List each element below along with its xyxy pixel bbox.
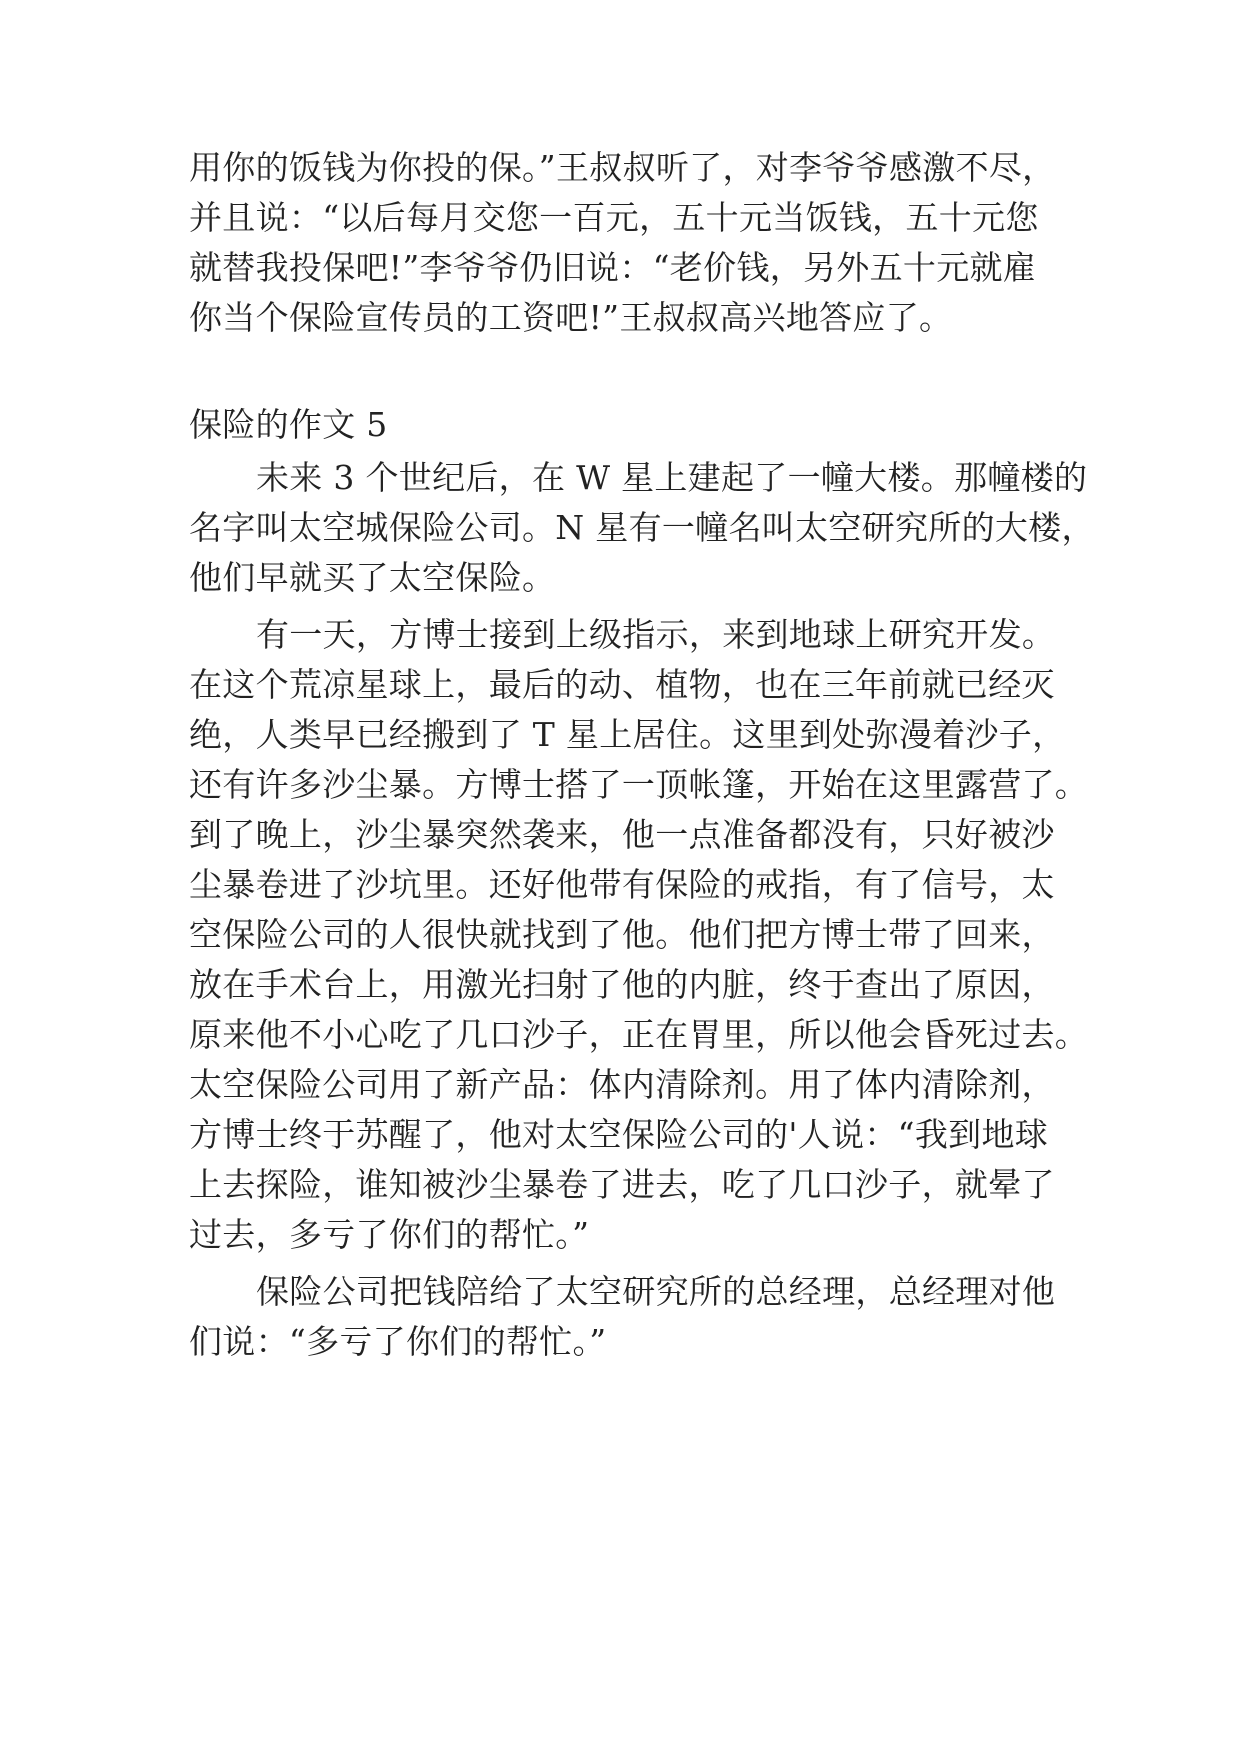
- section-heading: 保险的作文 5: [189, 405, 388, 444]
- text-line: 过去，多亏了你们的帮忙。”: [189, 1215, 590, 1254]
- text-line: 放在手术台上，用激光扫射了他的内脏，终于查出了原因，: [189, 965, 1055, 1004]
- text-line: 在这个荒凉星球上，最后的动、植物，也在三年前就已经灭: [189, 665, 1055, 704]
- text-line: 保险公司把钱陪给了太空研究所的总经理，总经理对他: [256, 1272, 1056, 1311]
- text-line: 原来他不小心吃了几口沙子，正在胃里，所以他会昏死过去。: [189, 1015, 1089, 1054]
- text-line: 并且说：“以后每月交您一百元，五十元当饭钱，五十元您: [189, 198, 1039, 237]
- text-line: 绝，人类早已经搬到了 T 星上居住。这里到处弥漫着沙子，: [189, 715, 1066, 754]
- text-line: 他们早就买了太空保险。: [189, 558, 556, 597]
- text-line: 有一天，方博士接到上级指示，来到地球上研究开发。: [256, 615, 1056, 654]
- text-line: 未来 3 个世纪后，在 W 星上建起了一幢大楼。那幢楼的: [256, 458, 1088, 497]
- text-line: 上去探险，谁知被沙尘暴卷了进去，吃了几口沙子，就晕了: [189, 1165, 1055, 1204]
- text-line: 方博士终于苏醒了，他对太空保险公司的'人说：“我到地球: [189, 1115, 1049, 1154]
- text-line: 名字叫太空城保险公司。N 星有一幢名叫太空研究所的大楼，: [189, 508, 1095, 547]
- text-line: 你当个保险宣传员的工资吧!”王叔叔高兴地答应了。: [189, 298, 953, 337]
- text-line: 用你的饭钱为你投的保。”王叔叔听了，对李爷爷感激不尽，: [189, 148, 1056, 187]
- text-line: 就替我投保吧!”李爷爷仍旧说：“老价钱，另外五十元就雇: [189, 248, 1037, 287]
- text-line: 空保险公司的人很快就找到了他。他们把方博士带了回来，: [189, 915, 1055, 954]
- text-line: 还有许多沙尘暴。方博士搭了一顶帐篷，开始在这里露营了。: [189, 765, 1089, 804]
- text-line: 尘暴卷进了沙坑里。还好他带有保险的戒指，有了信号，太: [189, 865, 1055, 904]
- text-line: 到了晚上，沙尘暴突然袭来，他一点准备都没有，只好被沙: [189, 815, 1055, 854]
- text-line: 太空保险公司用了新产品：体内清除剂。用了体内清除剂，: [189, 1065, 1055, 1104]
- text-line: 们说：“多亏了你们的帮忙。”: [189, 1322, 607, 1361]
